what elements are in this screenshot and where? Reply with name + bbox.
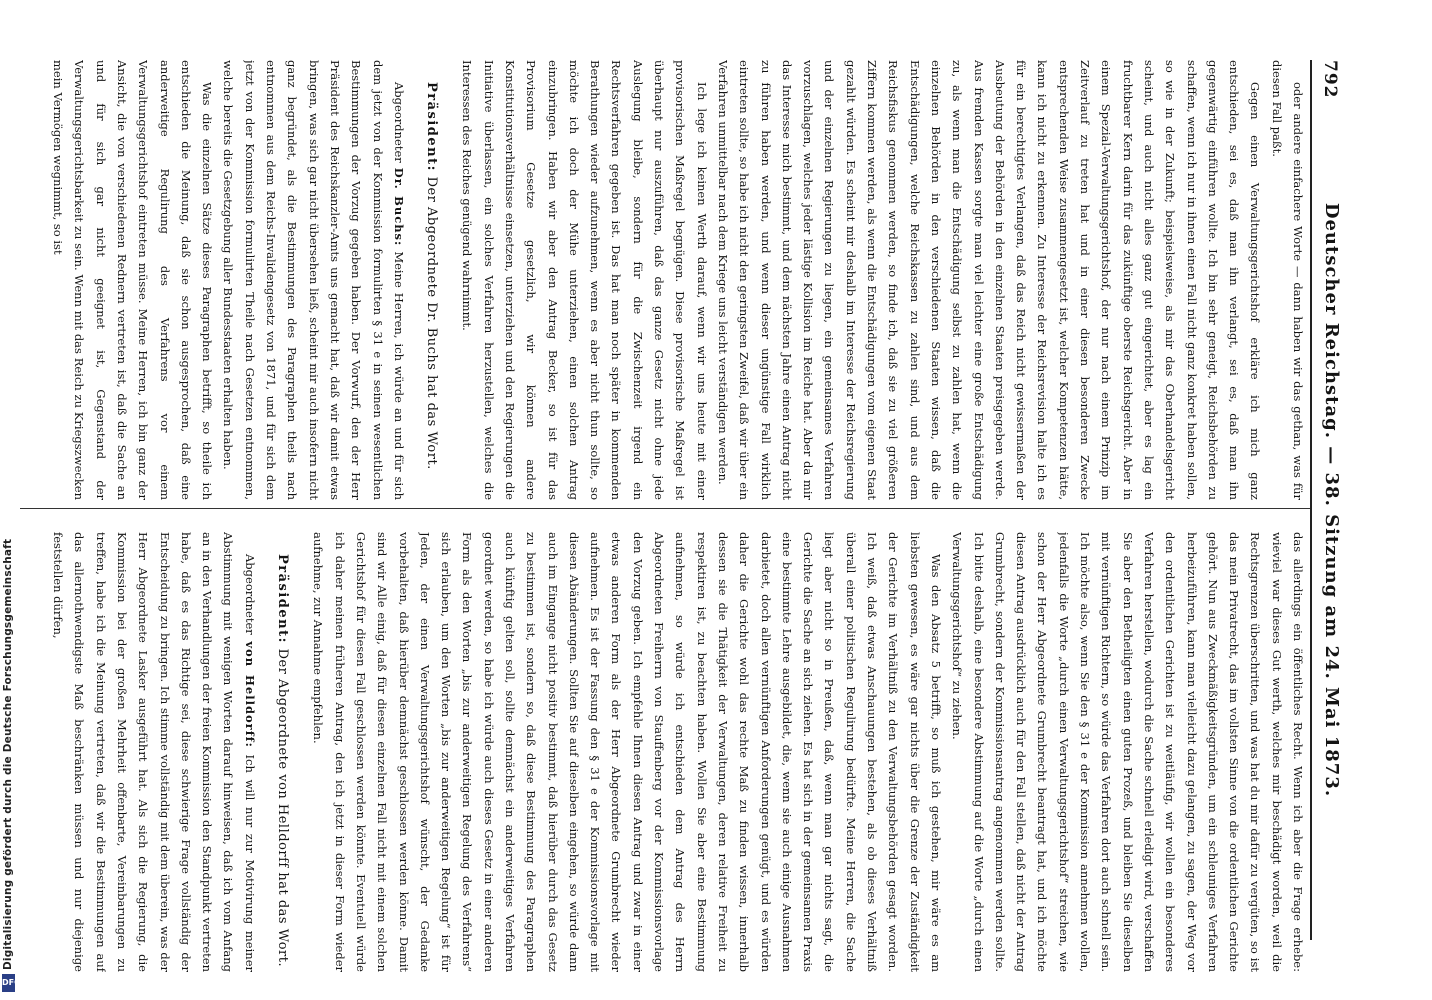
speaker-text: Der Abgeordnete Dr. Buchs hat das Wort. xyxy=(424,176,440,470)
digitization-credit xyxy=(0,0,21,1000)
speaker-prefix: Abgeordneter xyxy=(242,554,257,635)
paragraph: das allerdings ein öffentliches Recht. Wenn ich aber die Frage erhebe: wieviel war dieses Gut werth, welches mir beschädigt worden, weil die Rechtsgrenzen überschritten, und was hat du mir dafür zu vergüten, so ist das mein Privatrecht, das im vollsten Sinne von die ordentlichen Gerichte gehört. Nun aus Zweckmäßigkeitsgründen, um ein schleuniges Verfahren herbeizuführen, kann man vielleicht dazu gelangen, zu sagen, der Weg vor den ordentlichen Gerichten ist zu weitläufig, wir wollen ein besonderes Verfahren herstellen, wodurch die Sache schnell erledigt wird, verschaffen Sie aber den Betheiligten einen guten Prozeß, und bleiben Sie dieselben mit vernünftigen Richtern, so würde das Verfahren dort auch schnell sein. Ich möchte also, wenn Sie den § 31 e der Kommission annehmen wollen, jedenfalls die Worte „durch einen Verwaltungsgerichtshof“ streichen, wie schon der Herr Abgeordnete Grumbrecht beantragt hat, und ich möchte diesen Antrag ausdrücklich auch für den Fall stellen, daß nicht der Antrag Grumbrecht, sondern der Kommissionsantrag angenommen werden sollte. Ich bitte deshalb, eine besondere Abstimmung auf die Worte „durch einen Verwaltungsgerichtshof“ zu ziehen. xyxy=(950,532,1305,972)
page-header xyxy=(1310,60,1342,940)
paragraph xyxy=(217,60,409,500)
paragraph: Gegen einen Verwaltungsgerichtshof erkläre ich mich ganz entschieden, sei es, daß man ihn verlangt, sei es, daß man ihn gegenwärtig einführen wollte. Ich bin sehr geneigt, Reichsbehörden zu schaffen, wenn ich nur in ihnen einen Fall nicht ganz konkret haben sollen, so wie in der Zukunft; beispielsweise, als mir das Oberhandelsgericht scheint, und auch nicht alles ganz gut eingerichtet, aber es lag ein fruchtbarer Kern darin für das zukünftige oberste Reichsgericht. Aber in einem Spezial-Verwaltungsgerichtshof, der nur nach einem Prinzip im Zeitverlauf zu treten hat und in einer diesen besonderen Zwecke entsprechenden Weise zusammengesetzt ist, welcher Kompetenzen hätte, kann ich nicht zu erkennen. Zu Interesse der Reichsrevision halte ich es für ein berechtigtes Verlangen, daß das Reich nicht gewissermaßen der Ausbeutung der Behörden in den einzelnen Staaten preisgegeben werde. Aus fremden Kassen sorgte man viel leichter eine große Entschädigung zu, als wenn man die Entschädigung selbst zu zahlen hat, wenn die einzelnen Behörden in den verschiedenen Staaten wissen, daß die Entschädigungen, welche Reichskassen zu zahlen sind, und aus dem Reichsfiskus genommen werden, so finde ich, daß sie zu viel größeren Ziffern kommen werden, als wenn die Entschädigungen vom eigenen Staat gezahlt würden. Es scheint mir deshalb im Interesse der Reichsregierung und der einzelnen Regierungen zu liegen, ein gemeinsames Verfahren vorzuschlagen, welches jeder lästige Kollision im Reiche hat. Aber da mir das Interesse mich bestimmt, und dem nächsten Jahre einen Antrag nicht zu führen haben werden, und wenn dieser ungünstige Fall wirklich eintreten sollte, so habe ich nicht den geringsten Zweifel, daß wir über ein Verfahren unmittelbar nach dem Kriege uns leicht verständigen werden. xyxy=(715,60,1263,500)
page-number: 792 xyxy=(1320,60,1340,99)
speaker-text: Der Abgeordnete von Helldorff hat das Wort. xyxy=(275,648,291,968)
speech-text: Ich will nur zur Motivirung meiner Abstimmung mit wenigen Worten darauf hinweisen, daß ich vom Anfang an in den Verhandlungen der freien Kommission den Standpunkt vertreten habe, daß es das Richtige sei, diese schwierige Frage vollständig der Entscheidung zu bringen. Ich stimme vollständig mit dem überein, was der Herr Abgeordnete Lasker ausgeführt hat. Als sich die Regierung, die Kommission bei der großen Mehrheit offenbarte, Vereinbarungen zu treffen, habe ich die Meinung vertreten, daß wir die Bestimmungen auf das allernothwendigste Maß beschränken müssen und nur diejenige feststellen dürfen, xyxy=(51,532,257,972)
right-column xyxy=(28,532,1308,972)
speaker-name: von Helldorff: xyxy=(242,641,257,748)
left-column xyxy=(28,60,1308,500)
column-divider xyxy=(20,508,1310,509)
paragraph: oder andere einfachere Worte — dann haben wir das gethan, was für diesen Fall paßt. xyxy=(1269,60,1305,500)
credit-text: Digitalisierung gefördert durch die Deutsche Forschungsgemeinschaft xyxy=(2,538,14,970)
paragraph xyxy=(47,532,260,972)
speaker-title: Präsident: xyxy=(275,554,291,644)
speaker-prefix: Abgeordneter xyxy=(391,82,406,163)
speaker-line xyxy=(272,532,293,972)
speaker-line xyxy=(421,60,442,500)
paragraph: Ich lege ich keinen Werth darauf, wenn wir uns heute mit einer provisorischen Maßregel begnügen. Diese provisorische Maßregel ist überhaupt nur auszuführen, daß das ganze Gesetz nicht ohne jede Auslegung bleibe, sondern für die Zwischenzeit irgend ein Rechtsverfahren gegeben ist. Das hat man noch später in kommenden Berathungen wieder aufzunehmen, wenn es aber nicht thun sollte, so möchte ich doch der Mühe unterziehen, einen solchen Antrag einzubringen. Haben wir aber den Antrag Becker, so ist für das Provisorium Gesetze gesetzlich, wir können andere Konstitutionsverhältnisse einsetzen, unterziehen und den Regierungen die Initiative überlassen, ein solches Verfahren herzustellen, welches die Interessen des Reiches genügend wahrnimmt. xyxy=(460,60,709,500)
paragraph: Was den Absatz 5 betrifft, so muß ich gestehen, mir wäre es am liebsten gewesen, es wäre gar nichts über die Grenze der Zuständigkeit der Gerichte im Verhältniß zu den Verwaltungsbehörden gesagt worden. Ich weiß, daß etwas Anschauungen bestehen, als ob dieses Verhältniß überall einer politischen Regulirung bedürfte. Meine Herren, die Sache liegt aber nicht so in Preußen, daß, wenn man gar nichts sagt, die Gerichte die Sache an sich ziehen. Es hat sich in der gemeinsamen Praxis eine bestimmte Lehre ausgebildet, die, wenn sie auch einige Ausnahmen darbietet, doch allen vernünftigen Anforderungen genügt, und es würden daher die Gerichte wohl das rechte Maß zu finden wissen, innerhalb dessen sie die Thätigkeit der Verwaltungen, deren relative Freiheit zu respektiren ist, zu beachten haben. Wollen Sie aber eine Bestimmung aufnehmen, so würde ich entschieden dem Antrag des Herrn Abgeordneten Freiherrn von Stauffenberg vor der Kommissionsvorlage den Vorzug geben. Ich empfehle Ihnen diesen Antrag und zwar in einer etwas anderen Form als der Herr Abgeordnete Grumbrecht wieder aufnehmen. Es ist der Fassung den § 31 e der Kommissionsvorlage mit diesen Abänderungen. Sollten Sie auf dieselben eingehen, so würde dann auch im Eingange nicht positiv bestimmt, daß hierüber durch das Gesetz zu bestimmen ist, sondern so, daß diese Bestimmung des Paragraphen auch künftig gelten soll, sollte demnächst ein anderweitiges Verfahren geordnet werden, so habe ich würde auch dieses Gesetz in einer anderen Form als den Worten „bis zur anderweitigen Regelung des Verfahrens“ sich erlauben, um den Worten „bis zur anderweitigen Regelung“ ist für Jeden, der einen Verwaltungsgerichtshof wünscht, der Gedanke vorbehalten, daß hierüber demnächst geschlossen werden könne. Damit sind wir Alle einig, daß für diesen einzelnen Fall nicht mit einem solchen Gerichtshof für diesen Fall geschlossen werden könnte. Eventuell würde ich daher meinen früheren Antrag, den ich jetzt in dieser Form wieder aufnehme, zur Annahme empfehlen. xyxy=(311,532,943,972)
speaker-title: Präsident: xyxy=(424,82,440,172)
paragraph: Was die einzelnen Sätze dieses Paragraphen betrifft, so theile ich entschieden die Meinung, daß sie schon ausgesprochen, daß eine anderweitige Regulirung des Verfahrens vor einem Verwaltungsgerichtshof eintreten müsse. Meine Herren, ich bin ganz der Ansicht, die von verschiedenen Rednern vertreten ist, daß die Sache an und für sich gar nicht geeignet ist, Gegenstand der Verwaltungsgerichtsbarkeit zu sein. Wenn mit das Reich zu Kriegszwecken mein Vermögen wegnimmt, so ist xyxy=(51,60,215,500)
running-title: Deutscher Reichstag. — 38. Sitzung am 24. Mai 1873. xyxy=(1321,202,1342,798)
dfg-logo-icon: DFG xyxy=(2,974,15,992)
speaker-name: Dr. Buchs: xyxy=(391,167,406,247)
speech-text: Meine Herren, ich würde an und für sich dem jetzt von der Kommission formulirten § 31 e in seinen wesentlichen Bestimmungen der Vorzug gegeben haben. Der Vorwurf, den der Herr Präsident des Reichskanzler-Amts uns gemacht hat, daß wir damit etwas bringen, was sich gar nicht übersehen ließ, scheint mir auch insofern nicht ganz begründet, als die Bestimmungen des Paragraphen theils nach entnommen aus dem Reichs-Invalidengesetz von 1871, und für sich dem jetzt von der Kommission formulirten Theile nach Gesetzen entnommen, welche bereits die Gesetzgebung aller Bundesstaaten erhalten haben. xyxy=(221,60,406,500)
